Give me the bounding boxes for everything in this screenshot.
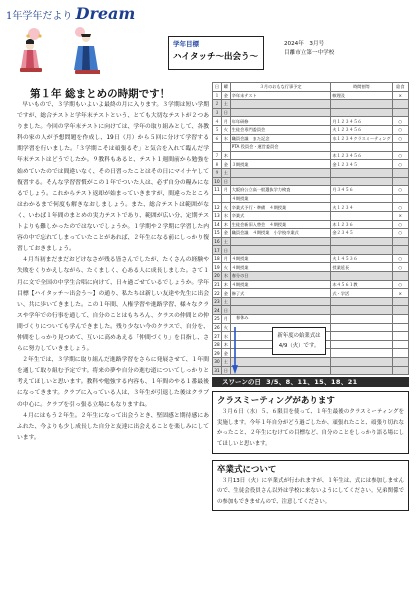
schedule-timetable-cell xyxy=(331,315,392,324)
schedule-lunch-cell xyxy=(392,237,408,246)
schedule-row xyxy=(213,211,409,220)
schedule-timetable-cell: 月１２３４５６ xyxy=(331,117,392,126)
schedule-event-cell xyxy=(230,177,331,186)
schedule-event-cell: 修了式 xyxy=(230,289,331,298)
newsletter-title xyxy=(6,4,156,23)
schedule-weekday-cell: 金 xyxy=(221,91,230,100)
schedule-event-cell xyxy=(230,100,331,109)
schedule-timetable-cell xyxy=(331,237,392,246)
schedule-timetable-cell xyxy=(331,358,392,367)
schedule-day-cell xyxy=(213,194,222,203)
schedule-event-cell xyxy=(230,246,331,255)
schedule-day-cell: 26 xyxy=(214,324,220,330)
schedule-timetable-cell: 軟理及 xyxy=(331,91,392,100)
article-body xyxy=(17,100,209,582)
schedule-timetable-cell: 金１２３４５ xyxy=(331,160,392,169)
schedule-day-cell xyxy=(213,143,222,152)
schedule-row xyxy=(213,306,409,315)
schedule-row xyxy=(213,203,409,212)
schedule-row xyxy=(213,272,409,281)
schedule-day-cell: ５ xyxy=(213,125,222,134)
schedule-timetable-cell: 金２３４５ xyxy=(331,229,392,238)
schedule-row xyxy=(213,254,409,263)
schedule-day-cell: ３ xyxy=(213,108,222,117)
notice-title: 卒業式について xyxy=(217,464,277,475)
schedule-weekday-cell: 水 xyxy=(221,332,230,341)
schedule-lunch-cell: × xyxy=(392,91,408,100)
schedule-weekday-cell: 火 xyxy=(221,125,230,134)
schedule-lunch-cell: ○ xyxy=(392,263,408,272)
schedule-weekday-cell: 日 xyxy=(221,246,230,255)
schedule-row xyxy=(213,108,409,117)
schedule-timetable-cell xyxy=(331,323,392,332)
schedule-event-cell xyxy=(230,151,331,160)
schedule-lunch-cell xyxy=(392,246,408,255)
schedule-row xyxy=(213,297,409,306)
schedule-timetable-cell xyxy=(331,306,392,315)
schedule-day-cell: 12 xyxy=(214,204,220,210)
schedule-day-cell: 22 xyxy=(214,290,220,296)
schedule-day-cell: ８ xyxy=(213,160,222,169)
schedule-day-cell: ２ xyxy=(213,100,222,109)
new-term-memo-line: 4/9（火）です。 xyxy=(278,342,320,349)
schedule-row xyxy=(213,194,409,203)
schedule-lunch-cell: × xyxy=(392,289,408,298)
schedule-weekday-cell: 火 xyxy=(221,203,230,212)
schedule-weekday-cell: 月 xyxy=(221,254,230,263)
new-term-memo xyxy=(272,327,326,355)
schedule-day-cell: １ xyxy=(213,91,222,100)
schedule-lunch-cell xyxy=(392,358,408,367)
schedule-row xyxy=(213,237,409,246)
schedule-lunch-cell xyxy=(392,143,408,152)
schedule-lunch-cell xyxy=(392,340,408,349)
schedule-weekday-cell: 日 xyxy=(221,177,230,186)
schedule-lunch-cell xyxy=(392,349,408,358)
schedule-event-cell: ３期授業 xyxy=(230,160,331,169)
schedule-timetable-cell xyxy=(331,332,392,341)
schedule-lunch-cell: ○ xyxy=(392,203,408,212)
schedule-day-cell: 23 xyxy=(214,299,220,305)
schedule-timetable-cell: 水１２３４クラスミーティング xyxy=(332,135,391,141)
schedule-row xyxy=(213,186,409,195)
schedule-lunch-cell: ○ xyxy=(392,280,408,289)
schedule-row xyxy=(213,168,409,177)
schedule-weekday-cell: 月 xyxy=(221,117,230,126)
schedule-weekday-cell: 金 xyxy=(221,160,230,169)
schedule-event-cell: 卒業式予行・準備 ４期授業 xyxy=(230,203,331,212)
schedule-weekday-cell: 水 xyxy=(221,211,230,220)
schedule-day-cell: 25 xyxy=(214,316,220,322)
schedule-timetable-cell xyxy=(331,168,392,177)
schedule-row xyxy=(213,280,409,289)
schedule-row xyxy=(213,220,409,229)
schedule-event-cell: 生徒会新旧入替会 ４期授業 xyxy=(230,220,331,229)
special-days-dates: 3/5、8、11、15、18、21 xyxy=(266,378,358,387)
schedule-day-cell: 16 xyxy=(214,238,220,244)
newsletter-title-prefix: 1年学年だより xyxy=(6,11,73,22)
schedule-timetable-cell: 火１２３４５６ xyxy=(331,125,392,134)
schedule-row xyxy=(213,229,409,238)
schedule-weekday-cell: 水 xyxy=(221,134,230,143)
schedule-lunch-cell xyxy=(392,306,408,315)
schedule-weekday-cell: 金 xyxy=(221,229,230,238)
schedule-timetable-cell: 木１２３４５６ xyxy=(331,151,392,160)
special-days-label: スワーンの日 xyxy=(222,378,261,387)
schedule-day-cell: ９ xyxy=(213,168,222,177)
schedule-day-cell: 29 xyxy=(214,350,220,356)
schedule-row xyxy=(213,289,409,298)
schedule-header-weekday: 曜 xyxy=(221,83,230,92)
schedule-day-cell: 24 xyxy=(214,307,220,313)
schedule-weekday-cell: 火 xyxy=(221,323,230,332)
schedule-event-cell: 卒業式 xyxy=(230,211,331,220)
notice-class-meeting xyxy=(212,391,409,453)
schedule-row xyxy=(213,151,409,160)
schedule-event-cell: 生徒会専門委員会 xyxy=(230,125,331,134)
schedule-weekday-cell: 木 xyxy=(221,151,230,160)
schedule-lunch-cell xyxy=(392,272,408,281)
schedule-header-row xyxy=(213,83,409,92)
schedule-event-cell xyxy=(230,108,331,117)
schedule-lunch-cell xyxy=(392,100,408,109)
schedule-day-cell: 20 xyxy=(214,273,220,279)
schedule-lunch-cell: ○ xyxy=(392,220,408,229)
special-days-bar xyxy=(212,377,409,387)
new-term-memo-line: 新年度の始業式は xyxy=(277,332,321,339)
schedule-timetable-cell xyxy=(331,246,392,255)
schedule-weekday-cell: 土 xyxy=(221,237,230,246)
schedule-header-day: 日 xyxy=(213,83,222,92)
schedule-timetable-cell: 木４５６１教 xyxy=(331,280,392,289)
schedule-day-cell: 10 xyxy=(214,178,220,184)
schedule-row xyxy=(213,134,409,143)
schedule-lunch-cell xyxy=(392,366,408,375)
schedule-timetable-cell xyxy=(331,194,392,203)
schedule-day-cell: 13 xyxy=(214,213,220,219)
schedule-event-cell xyxy=(230,358,331,367)
schedule-timetable-cell xyxy=(331,272,392,281)
schedule-weekday-cell: 日 xyxy=(221,306,230,315)
schedule-event-cell: ４期授業 xyxy=(230,280,331,289)
schedule-timetable-cell: 授業延長 xyxy=(331,263,392,272)
schedule-weekday-cell: 金 xyxy=(221,349,230,358)
schedule-timetable-cell: 木１２３６ xyxy=(331,220,392,229)
grade-goal-text: ハイタッチ～出会う～ xyxy=(173,52,259,62)
schedule-lunch-cell: ○ xyxy=(392,117,408,126)
schedule-lunch-cell: × xyxy=(392,211,408,220)
schedule-event-cell xyxy=(230,297,331,306)
schedule-event-cell: PTA 役員会・運営委員会 xyxy=(230,143,331,152)
schedule-lunch-cell: ○ xyxy=(392,134,408,143)
schedule-lunch-cell: ○ xyxy=(392,254,408,263)
schedule-timetable-cell: 火１４５３６ xyxy=(331,254,392,263)
schedule-row xyxy=(213,125,409,134)
notice-graduation xyxy=(212,460,409,512)
schedule-timetable-cell: 火１２３４ xyxy=(331,203,392,212)
schedule-row xyxy=(213,117,409,126)
schedule-timetable-cell xyxy=(331,366,392,375)
schedule-weekday-cell: 月 xyxy=(221,315,230,324)
schedule-event-cell: 卒年末テスト xyxy=(230,91,331,100)
schedule-timetable-cell xyxy=(331,143,392,152)
schedule-day-cell: 11 xyxy=(214,187,220,193)
schedule-lunch-cell: ○ xyxy=(392,186,408,195)
spring-break-arrow-icon xyxy=(232,321,244,375)
article-paragraph: ２年生では、３学期に取り組んだ進路学習をさらに発展させて、１年間を通して取り組む予定です。将来の夢や自分の進む道についてしっかりと考えてほしいと思います。教科や勉強する内容も、１年間のやる１番最後になってきます。クラブに入っている人は、３年生が引退した後はクラブの中心に。クラブを引っ張る立場にもなりますね。 xyxy=(17,357,209,408)
schedule-lunch-cell xyxy=(392,194,408,203)
schedule-day-cell: ６ xyxy=(213,134,222,143)
article-paragraph: ４月にはもう２年生。２年生になって出会うとき、堅固感と期待感にあふれた、今よりも少し成長した自分と友達に出会えることを楽しみにしています。 xyxy=(17,412,209,441)
newsletter-title-word: Dream xyxy=(75,4,136,23)
issue-info xyxy=(284,40,382,64)
schedule-row xyxy=(213,91,409,100)
schedule-weekday-cell: 水 xyxy=(221,272,230,281)
schedule-event-cell: 職員会議 また記念 xyxy=(230,134,331,143)
schedule-row xyxy=(213,177,409,186)
schedule-lunch-cell xyxy=(392,168,408,177)
schedule-timetable-cell xyxy=(331,340,392,349)
schedule-weekday-cell: 木 xyxy=(221,340,230,349)
schedule-day-cell: ７ xyxy=(213,151,222,160)
schedule-lunch-cell xyxy=(392,108,408,117)
schedule-lunch-cell: ○ xyxy=(392,229,408,238)
schedule-event-cell: ４期授業 xyxy=(230,254,331,263)
schedule-event-cell xyxy=(230,366,331,375)
schedule-row xyxy=(213,160,409,169)
schedule-lunch-cell xyxy=(392,297,408,306)
schedule-weekday-cell: 日 xyxy=(221,108,230,117)
schedule-weekday-cell: 日 xyxy=(221,366,230,375)
schedule-day-cell: 15 xyxy=(214,230,220,236)
schedule-day-cell: 14 xyxy=(214,221,220,227)
grade-goal-label: 学年目標 xyxy=(173,40,199,48)
notice-title: クラスミーティングがあります xyxy=(217,396,335,407)
schedule-event-cell xyxy=(230,306,331,315)
schedule-day-cell: 17 xyxy=(214,247,220,253)
schedule-timetable-cell xyxy=(331,211,392,220)
schedule-day-cell: 19 xyxy=(214,264,220,270)
schedule-lunch-cell xyxy=(392,332,408,341)
schedule-weekday-cell xyxy=(221,143,230,152)
schedule-timetable-cell xyxy=(331,100,392,109)
schedule-event-cell: 春分の日 xyxy=(230,272,331,281)
schedule-weekday-cell: 土 xyxy=(221,297,230,306)
notice-body: ３月６日（水）５、６限目を使って、１年生最後のクラスミーティングを実施します。今年１年自分がどう過ごしたか、頑張れたこと、頑張り切れなかったこと、２年生にむけての目標など、自分のことをしっかり語る場にしてほしいと思います。 xyxy=(217,409,404,447)
schedule-day-cell: 28 xyxy=(214,342,220,348)
schedule-event-cell: 年年研修 xyxy=(230,117,331,126)
schedule-event-cell xyxy=(230,237,331,246)
schedule-timetable-cell xyxy=(331,177,392,186)
schedule-row xyxy=(213,263,409,272)
schedule-header-timetable: 時間割等 xyxy=(331,83,392,92)
schedule-lunch-cell xyxy=(392,315,408,324)
issue-school: 目離市立第一中学校 xyxy=(284,50,335,56)
schedule-event-cell xyxy=(230,168,331,177)
schedule-event-cell: ４期授業 xyxy=(230,194,331,203)
schedule-weekday-cell: 金 xyxy=(221,289,230,298)
schedule-event-cell: 大阪府公立高一般選抜学力検査 xyxy=(230,186,331,195)
schedule-timetable-cell xyxy=(331,297,392,306)
schedule-timetable-cell: 式・学活 xyxy=(331,289,392,298)
schedule-day-cell: 30 xyxy=(214,359,220,365)
article-paragraph: ４月当初まだまだおどけなさが残る皆さんでしたが、たくさんの経験や失敗をくりかえしながら、たくましく、心ある人に成長しました。さて１月に文で全国の中学生合唱に向けて、日々過ごせているでしょうか。学年目標【ハイタッチ～出会う～】の通り、私たちは新しい友達や先生に出会い、共に歩いてきました。この１年間、人権学習や進路学習、様々なクラスや学年での行事を通して、自分のことはもちろん、クラスの仲間との仲間づくりについても学んできました。残り少ない今のクラスで、自分を、仲間をしっかり見つめて、互いに高めあえる「仲間づくり」を目指し、さらに努力していきましょう。 xyxy=(17,257,209,353)
schedule-weekday-cell: 土 xyxy=(221,100,230,109)
schedule-lunch-cell: ○ xyxy=(392,151,408,160)
article-title: 第１年 総まとめの時期です！ xyxy=(30,88,171,100)
spring-break-label: 春休み xyxy=(236,315,249,321)
hina-dolls-illustration-icon xyxy=(20,24,100,80)
schedule-timetable-cell: 月３４５６ xyxy=(331,186,392,195)
schedule-timetable-cell xyxy=(331,349,392,358)
schedule-timetable-cell xyxy=(331,108,392,117)
schedule-header-event: ３月のおもな行事予定 xyxy=(230,83,331,92)
newsletter-masthead xyxy=(6,4,156,82)
schedule-weekday-cell: 木 xyxy=(221,220,230,229)
schedule-weekday-cell: 土 xyxy=(221,168,230,177)
schedule-event-cell: ４期授業 xyxy=(230,263,331,272)
schedule-lunch-cell xyxy=(392,177,408,186)
schedule-event-cell: 職員会議 ４期授業 小学校卒業式 xyxy=(230,229,331,238)
schedule-day-cell: ４ xyxy=(213,117,222,126)
schedule-lunch-cell: ○ xyxy=(392,125,408,134)
schedule-weekday-cell xyxy=(221,194,230,203)
grade-goal-box xyxy=(168,36,264,70)
schedule-row xyxy=(213,143,409,152)
issue-date: 2024年 3月号 xyxy=(284,41,325,47)
schedule-weekday-cell: 火 xyxy=(221,263,230,272)
schedule-lunch-cell: ○ xyxy=(392,160,408,169)
article-paragraph: 早いもので、３学期もいよいよ最終の月に入ります。３学期は短い学期ですが、総合テストと学年末テストという、とても大切なテストが２つありました。今回の学年末テストに向けては、学年の取り組みとして、各教科の家の人が予想問題を作成し、19日（月）から５回に分けて学習する期学習を行いました。「３学期こそは頑張るぞ」と気合を入れて臨んだ学年末テストはどうでしたか。９教科もあると、テスト１週間前から勉強を始めていたのでは間違いなく、その日習ったことはその日にマイナヤして復習する。そんな学習習慣がこの１年でついた人は、必ず自分の糧みになるでしょう。これからテスト返却が始まっていきますが、間違ったところはわかるまで何度も解きなおしましょう。また、総合テストは範囲がなく、いわば１年間のまとめの実力テストであり、範囲が広い分、定期テストよりも難しかったのではないでしょうか。１学期や２学期に学習した内容の中で忘れてしまっていたことがあれば、２年生になる前にしっかり復習しておきましょう。 xyxy=(17,102,209,253)
schedule-row xyxy=(213,100,409,109)
schedule-day-cell: 21 xyxy=(214,281,220,287)
notice-body: ３月13日（火）に卒業式が行われますが、１年生は、式には参加しませんので、生徒会役員さん以外は学校に来ないようにしてください。兄弟関係での参加もできませんので、注意してください。 xyxy=(217,477,404,505)
schedule-lunch-cell xyxy=(392,323,408,332)
schedule-row xyxy=(213,246,409,255)
schedule-weekday-cell: 土 xyxy=(221,358,230,367)
schedule-weekday-cell: 木 xyxy=(221,280,230,289)
schedule-weekday-cell: 月 xyxy=(221,186,230,195)
schedule-day-cell: 18 xyxy=(214,256,220,262)
schedule-header-lunch: 給食 xyxy=(392,83,408,92)
schedule-day-cell: 31 xyxy=(214,367,220,373)
schedule-day-cell: 27 xyxy=(214,333,220,339)
